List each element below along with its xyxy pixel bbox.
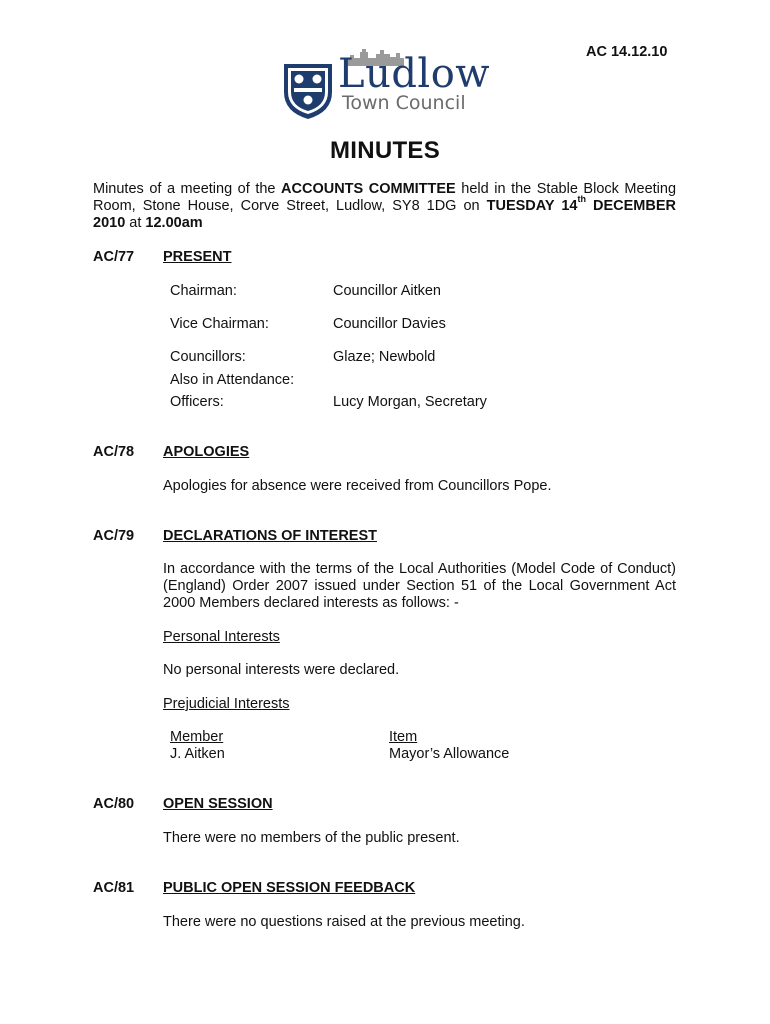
item-code: AC/77 (93, 249, 135, 265)
officers-value: Lucy Morgan, Secretary (333, 394, 487, 410)
council-logo (282, 46, 492, 120)
item-heading: DECLARATIONS OF INTEREST (163, 528, 378, 544)
item-heading: PUBLIC OPEN SESSION FEEDBACK (163, 880, 416, 896)
open-session-text: There were no members of the public present. (163, 830, 460, 846)
item-code: AC/78 (93, 444, 135, 460)
attendance-label: Also in Attendance: (170, 372, 295, 388)
item-code: AC/80 (93, 796, 135, 812)
vice-chairman-label: Vice Chairman: (170, 316, 269, 332)
reference-number: AC 14.12.10 (586, 44, 668, 60)
item-code: AC/79 (93, 528, 135, 544)
declarations-text: In accordance with the terms of the Local Authorities (Model Code of Conduct) (England) Order 2007 issued under Section 51 of the Local Government Act 2000 Members declared interests as follows: - (163, 561, 676, 611)
interest-member: J. Aitken (170, 746, 225, 762)
prejudicial-interests-heading: Prejudicial Interests (163, 696, 290, 712)
officers-label: Officers: (170, 394, 224, 410)
logo-name: Ludlow (338, 51, 491, 97)
chairman-label: Chairman: (170, 283, 237, 299)
councillors-label: Councillors: (170, 349, 246, 365)
feedback-text: There were no questions raised at the previous meeting. (163, 914, 525, 930)
item-heading: APOLOGIES (163, 444, 250, 460)
item-heading: OPEN SESSION (163, 796, 273, 812)
vice-chairman-value: Councillor Davies (333, 316, 446, 332)
item-heading: PRESENT (163, 249, 232, 265)
apologies-text: Apologies for absence were received from Councillors Pope. (163, 478, 552, 494)
personal-interests-heading: Personal Interests (163, 629, 280, 645)
personal-interests-text: No personal interests were declared. (163, 662, 400, 678)
shield-crest-icon (282, 62, 334, 120)
meeting-intro: Minutes of a meeting of the ACCOUNTS COMMITTEE held in the Stable Block Meeting Room, Stone House, Corve Street, Ludlow, SY8 1DG on TUESDAY 14th DECEMBER 2010 at 12.00am (93, 181, 677, 231)
member-column-header: Member (170, 729, 224, 745)
councillors-value: Glaze; Newbold (333, 349, 436, 365)
item-code: AC/81 (93, 880, 135, 896)
item-column-header: Item (389, 729, 418, 745)
chairman-value: Councillor Aitken (333, 283, 441, 299)
page-title: MINUTES (329, 137, 441, 164)
interest-item: Mayor’s Allowance (389, 746, 510, 762)
logo-subtitle: Town Council (342, 92, 466, 114)
